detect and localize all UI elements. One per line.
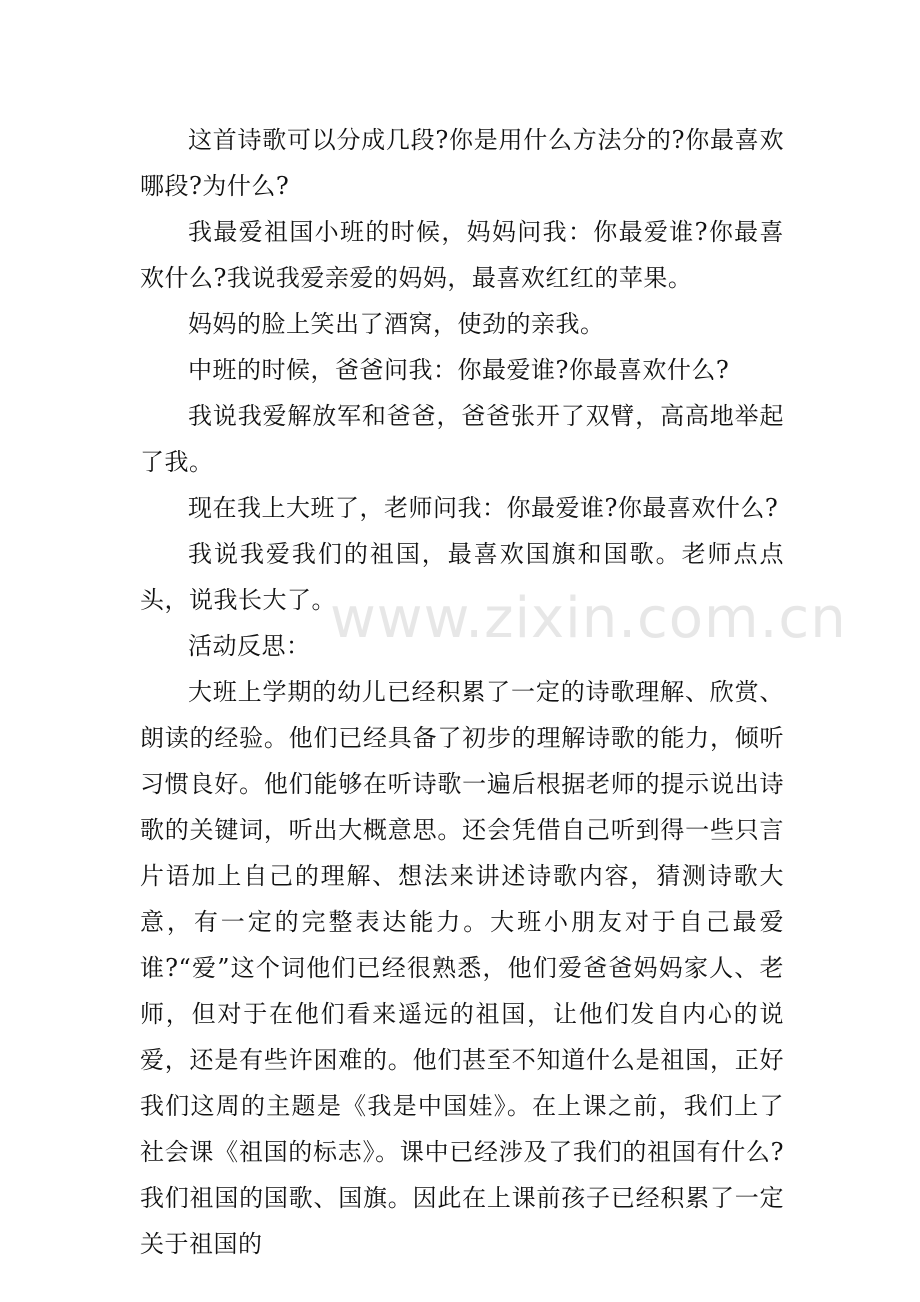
paragraph-big-class: 现在我上大班了，老师问我：你最爱谁?你最喜欢什么? [188,494,779,522]
paragraph-middle-class: 中班的时候，爸爸问我：你最爱谁?你最喜欢什么? [188,356,730,384]
paragraph-love-motherland: 我说我爱我们的祖国，最喜欢国旗和国歌。老师点点头，说我长大了。 [140,540,784,614]
paragraph-kindergarten-small: 我最爱祖国小班的时候，妈妈问我：你最爱谁?你最喜欢什么?我说我爱亲爱的妈妈，最喜欢红红的苹果。 [140,218,784,292]
paragraph-mother-kiss: 妈妈的脸上笑出了酒窝，使劲的亲我。 [188,310,605,338]
paragraph-question: 这首诗歌可以分成几段?你是用什么方法分的?你最喜欢哪段?为什么? [140,126,784,200]
paragraph-reflection-body: 大班上学期的幼儿已经积累了一定的诗歌理解、欣赏、朗读的经验。他们已经具备了初步的理解诗歌的能力，倾听习惯良好。他们能够在听诗歌一遍后根据老师的提示说出诗歌的关键词，听出大概意思。还会凭借自己听到得一些只言片语加上自己的理解、想法来讲述诗歌内容，猜测诗歌大意，有一定的完整表达能力。大班小朋友对于自己最爱谁?“爱”这个词他们已经很熟悉，他们爱爸爸妈妈家人、老师，但对于在他们看来遥远的祖国，让他们发自内心的说爱，还是有些许困难的。他们甚至不知道什么是祖国，正好我们这周的主题是《我是中国娃》。在上课之前，我们上了社会课《祖国的标志》。课中已经涉及了我们的祖国有什么?我们祖国的国歌、国旗。因此在上课前孩子已经积累了一定关于祖国的 [140,678,784,1258]
paragraph-father-lift: 我说我爱解放军和爸爸，爸爸张开了双臂，高高地举起了我。 [140,402,784,476]
document-body [140,117,784,1267]
section-heading-reflection: 活动反思： [188,632,311,660]
watermark-text: www.zixin.com.cn [330,586,847,651]
